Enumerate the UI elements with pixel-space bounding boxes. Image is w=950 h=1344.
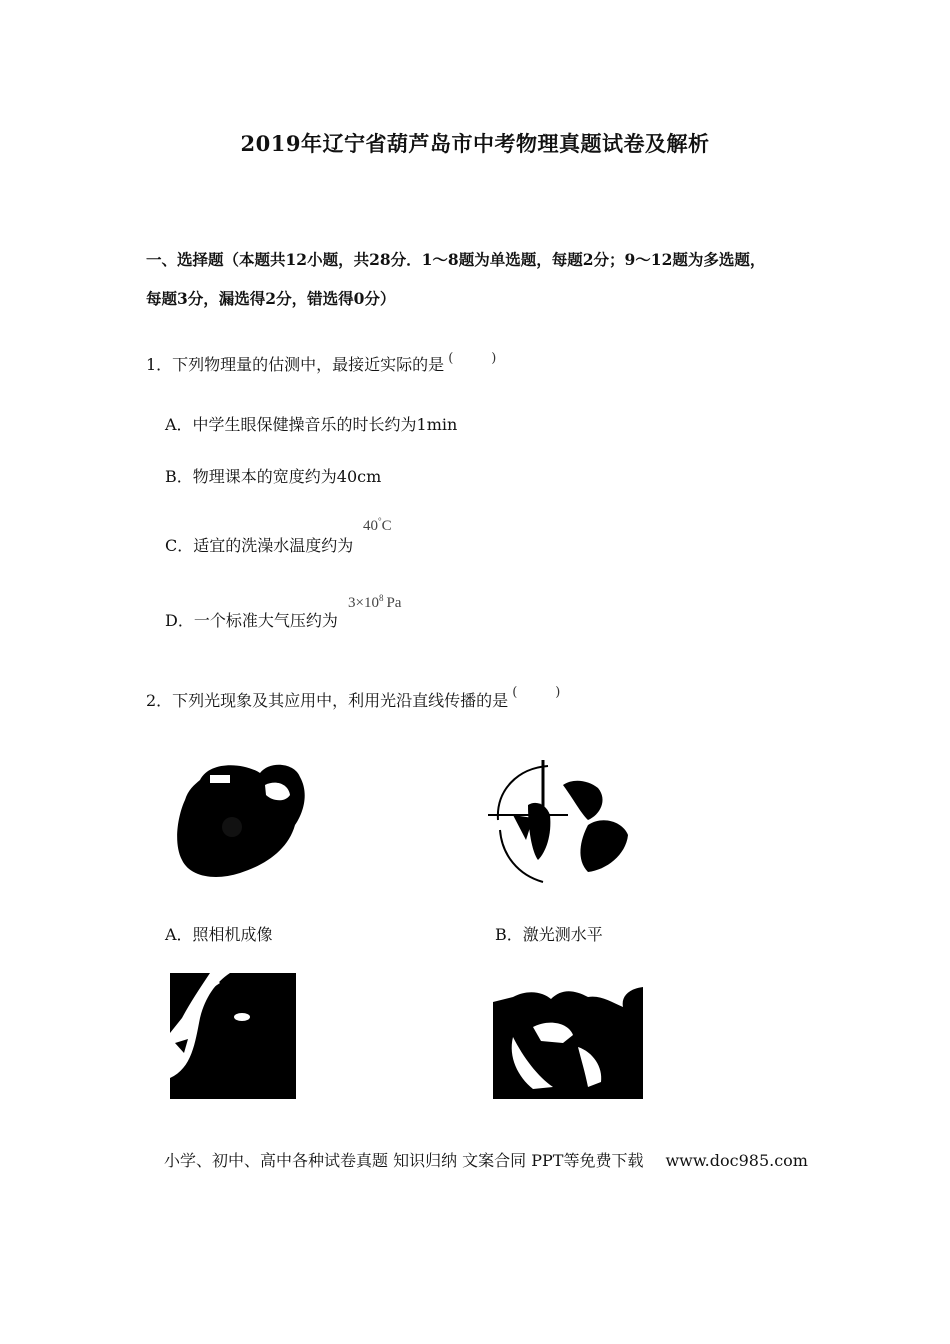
question-2-stem	[146, 685, 561, 711]
caption-a: A．照相机成像	[165, 925, 273, 944]
answer-paren-open: (	[512, 685, 518, 700]
laser-level-image	[488, 760, 638, 890]
question-1-option-c: C．适宜的洗澡水温度约为	[165, 536, 354, 555]
camera-image	[170, 755, 315, 885]
question-2-text: 2．下列光现象及其应用中，利用光沿直线传播的是	[146, 691, 509, 710]
question-1-option-b: B．物理课本的宽度约为40cm	[165, 467, 382, 486]
scene-c-image	[170, 973, 296, 1099]
caption-b: B．激光测水平	[495, 925, 603, 944]
answer-paren-close: )	[491, 351, 497, 366]
question-1-text: 1．下列物理量的估测中，最接近实际的是	[146, 355, 445, 374]
scene-d-image	[493, 977, 643, 1099]
question-1-option-a: A．中学生眼保健操音乐的时长约为1min	[165, 415, 458, 434]
formula-pressure: $3\times 10^8$ Pa	[348, 593, 402, 611]
section-heading-line-1: 一、选择题（本题共12小题，共28分．1～8题为单选题，每题2分；9～12题为多选题，	[146, 250, 766, 269]
footer-text: 小学、初中、高中各种试卷真题 知识归纳 文案合同 PPT等免费下载	[164, 1151, 644, 1170]
footer-url[interactable]: www.doc985.com	[665, 1151, 808, 1170]
formula-temperature: 40°C	[363, 516, 392, 534]
answer-paren-close: )	[555, 685, 561, 700]
answer-paren-open: (	[448, 351, 454, 366]
page-footer	[164, 1148, 808, 1171]
question-1-option-d: D．一个标准大气压约为	[165, 611, 338, 630]
document-title: 2019年辽宁省葫芦岛市中考物理真题试卷及解析	[240, 131, 710, 156]
question-1-stem	[146, 352, 496, 375]
section-heading-line-2: 每题3分，漏选得2分，错选得0分）	[146, 289, 396, 308]
